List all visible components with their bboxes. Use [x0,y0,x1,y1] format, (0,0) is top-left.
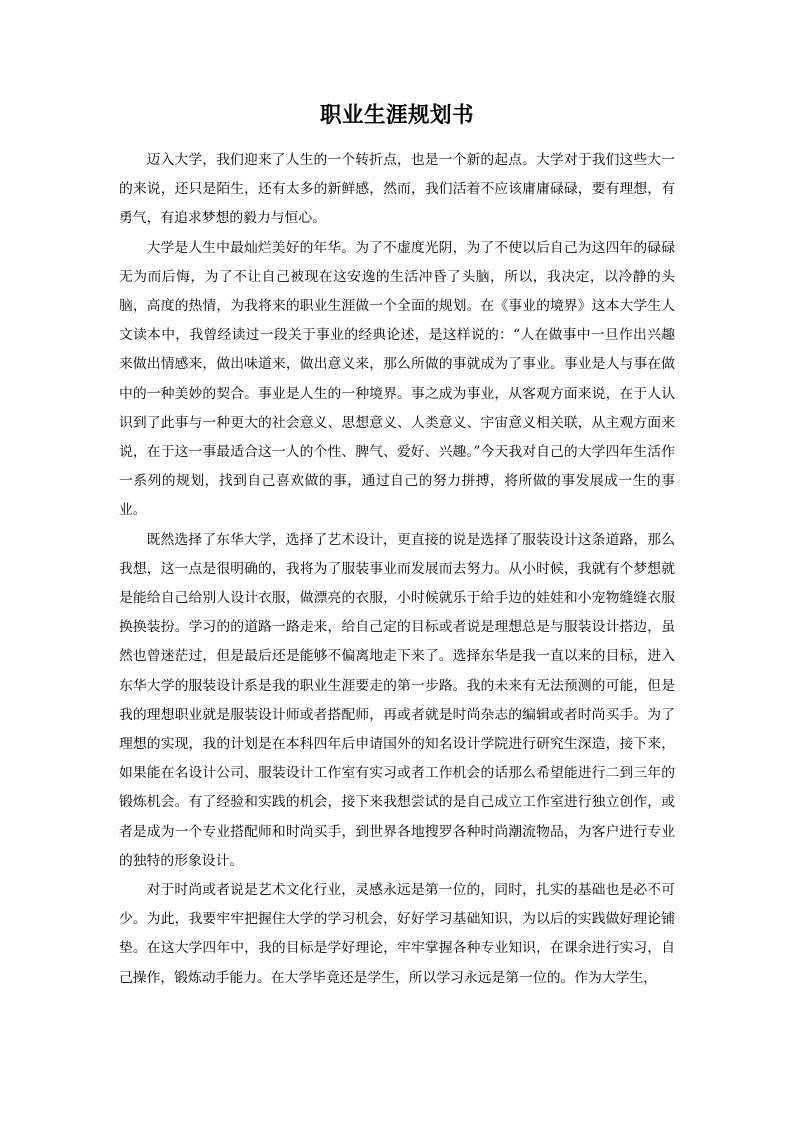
paragraph-1: 迈入大学，我们迎来了人生的一个转折点，也是一个新的起点。大学对于我们这些大一的来说，还只是陌生，还有太多的新鲜感，然而，我们活着不应该庸庸碌碌，要有理想，有勇气，有追求梦想的毅力与恒心。 [119,152,675,227]
document-body [119,98,675,993]
paragraph-3: 既然选择了东华大学，选择了艺术设计，更直接的说是选择了服装设计这条道路，那么我想，这一点是很明确的，我将为了服装事业而发展而去努力。从小时候，我就有个梦想就是能给自己给别人设计衣服，做漂亮的衣服，小时候就乐于给手边的娃娃和小宠物缝缝衣服换换装扮。学习的的道路一路走来，给自己定的目标或者说是理想总是与服装设计搭边，虽然也曾迷茫过，但是最后还是能够不偏离地走下来了。选择东华是我一直以来的目标，进入东华大学的服装设计系是我的职业生涯要走的第一步路。我的未来有无法预测的可能，但是我的理想职业就是服装设计师或者搭配师，再或者就是时尚杂志的编辑或者时尚买手。为了理想的实现，我的计划是在本科四年后申请国外的知名设计学院进行研究生深造，接下来，如果能在名设计公司、服装设计工作室有实习或者工作机会的话那么希望能进行二到三年的锻炼机会。有了经验和实践的机会，接下来我想尝试的是自己成立工作室进行独立创作，或者是成为一个专业搭配师和时尚买手，到世界各地搜罗各种时尚潮流物品，为客户进行专业的独特的形象设计。 [119,531,675,869]
paragraph-2: 大学是人生中最灿烂美好的年华。为了不虚度光阴，为了不使以后自己为这四年的碌碌无为而后悔，为了不让自己被现在这安逸的生活冲昏了头脑，所以，我决定，以冷静的头脑，高度的热情，为我将来的职业生涯做一个全面的规划。在《事业的境界》这本大学生人文读本中，我曾经读过一段关于事业的经典论述，是这样说的：“人在做事中一旦作出兴趣来做出情感来，做出味道来，做出意义来，那么所做的事就成为了事业。事业是人与事在做中的一种美妙的契合。事业是人生的一种境界。事之成为事业，从客观方面来说，在于人认识到了此事与一种更大的社会意义、思想意义、人类意义、宇宙意义相关联，从主观方面来说，在于这一事最适合这一人的个性、脾气、爱好、兴趣。”今天我对自己的大学四年生活作一系列的规划，找到自己喜欢做的事，通过自己的努力拼搏，将所做的事发展成一生的事业。 [119,239,675,519]
paragraph-4: 对于时尚或者说是艺术文化行业，灵感永远是第一位的，同时，扎实的基础也是必不可少。为此，我要牢牢把握住大学的学习机会，好好学习基础知识，为以后的实践做好理论铺垫。在这大学四年中，我的目标是学好理论，牢牢掌握各种专业知识，在课余进行实习，自己操作，锻炼动手能力。在大学毕竟还是学生，所以学习永远是第一位的。作为大学生， [119,882,675,986]
document-title: 职业生涯规划书 [319,103,474,128]
